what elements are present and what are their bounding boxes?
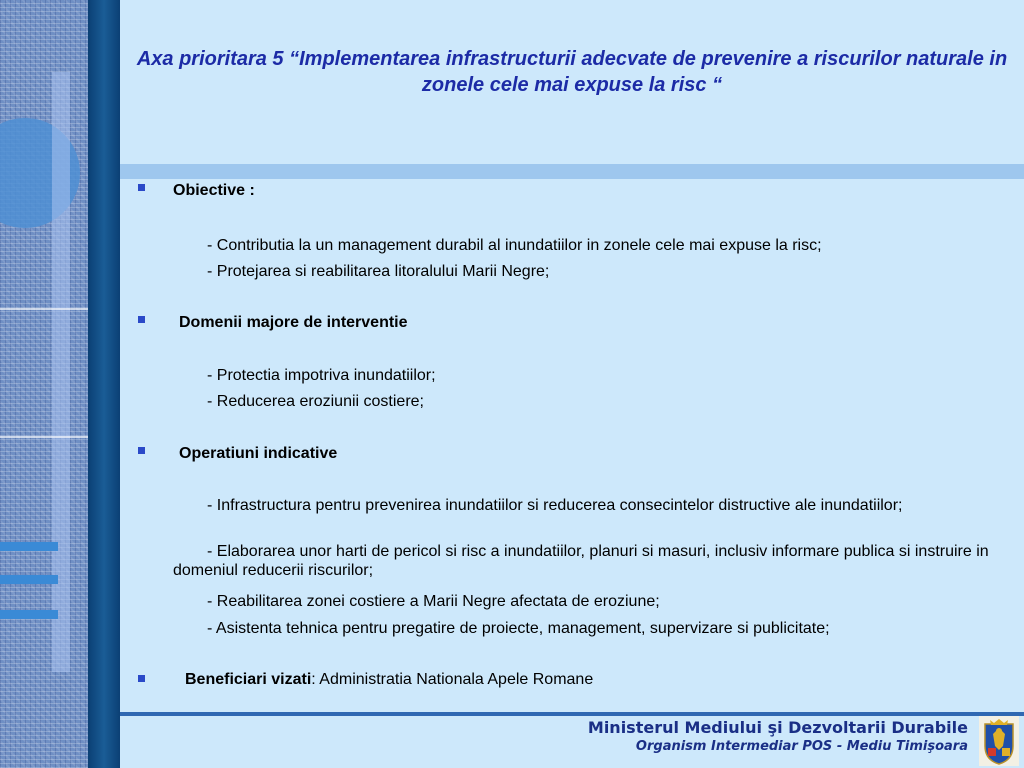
list-item: - Protectia impotriva inundatiilor;	[207, 367, 436, 384]
list-item: - Elaborarea unor harti de pericol si risc a inundatiilor, planuri si masuri, inclusiv informare publica si instruire in domeniul reducerii riscurilor;	[173, 543, 989, 579]
bullet-square-icon	[138, 447, 145, 454]
decorative-dark-bar	[88, 0, 120, 768]
beneficiary-line	[185, 670, 593, 689]
decorative-left-strip	[0, 0, 88, 768]
decorative-bar	[0, 610, 58, 619]
list-item: - Infrastructura pentru prevenirea inundatiilor si reducerea consecintelor distructive ale inundatiilor;	[207, 497, 903, 514]
bullet-square-icon	[138, 675, 145, 682]
footer-divider	[120, 712, 1024, 716]
list-item: - Reducerea eroziunii costiere;	[207, 393, 424, 410]
list-item: - Reabilitarea zonei costiere a Marii Negre afectata de eroziune;	[207, 593, 660, 610]
list-item: - Protejarea si reabilitarea litoralului Marii Negre;	[207, 263, 550, 280]
footer	[588, 718, 968, 754]
ministry-name: Ministerul Mediului şi Dezvoltarii Durabile	[587, 718, 968, 737]
bullet-square-icon	[138, 316, 145, 323]
section-heading: Domenii majore de interventie	[179, 314, 408, 331]
organism-name: Organism Intermediar POS - Mediu Timişoara	[635, 739, 968, 754]
slide-title: Axa prioritara 5 “Implementarea infrastructurii adecvate de prevenire a riscurilor naturale in zonele cele mai expuse la risc “	[136, 48, 1008, 96]
section-heading: Obiective :	[173, 182, 255, 199]
romanian-coat-of-arms-icon	[979, 716, 1019, 766]
decorative-line	[0, 308, 88, 310]
decorative-line	[0, 436, 88, 438]
list-item: - Asistenta tehnica pentru pregatire de proiecte, management, supervizare si publicitate;	[207, 620, 830, 637]
decorative-bar	[0, 575, 58, 584]
beneficiary-label: Beneficiari vizati	[185, 671, 312, 688]
beneficiary-value: : Administratia Nationala Apele Romane	[311, 671, 594, 688]
bullet-square-icon	[138, 184, 145, 191]
list-item: - Contributia la un management durabil al inundatiilor in zonele cele mai expuse la risc;	[207, 237, 822, 254]
title-underline-band	[120, 164, 1024, 179]
section-heading: Operatiuni indicative	[179, 445, 338, 462]
decorative-bar	[0, 542, 58, 551]
